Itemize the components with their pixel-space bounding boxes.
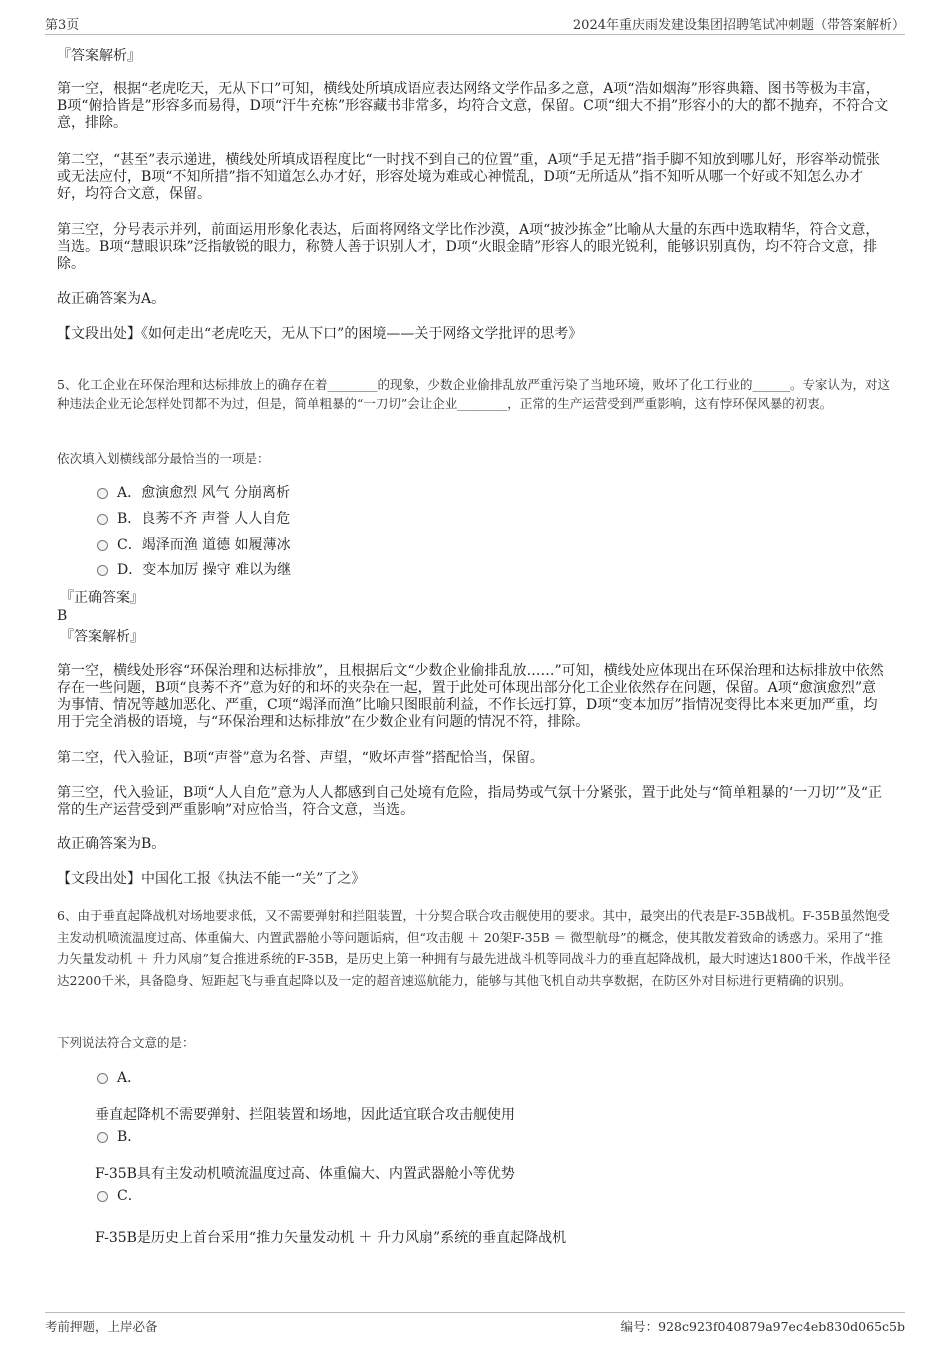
document-title: 2024年重庆雨发建设集团招聘笔试冲刺题（带答案解析） — [572, 18, 905, 33]
q4-analysis-p3: 第三空，分号表示并列，前面运用形象化表达，后面将网络文学比作沙漠，A项“披沙拣金”比喻从大量的东西中选取精华，符合文意，当选。B项“慧眼识珠”泛指敏锐的眼力，称赞人善于识别人才，D项“火眼金睛”形容人的眼光锐利，能够识别真伪，均不符合文意，排除。 — [57, 222, 880, 272]
q5-answer-label: 『正确答案』 — [60, 590, 144, 606]
page-number: 第3页 — [45, 18, 80, 33]
q5-question: 5、化工企业在环保治理和达标排放上的确存在着________的现象，少数企业偷排乱放严重污染了当地环境，败坏了化工行业的______。专家认为，对这种违法企业无论怎样处罚都不为过，但是，简单粗暴的“一刀切”会让企业________，正常的生产运营受到严重影响，这有悖环保风暴的初衷。 — [57, 377, 890, 411]
radio-button-icon[interactable] — [97, 1191, 108, 1202]
q6-option-c[interactable] — [97, 1187, 142, 1205]
q5-prompt: 依次填入划横线部分最恰当的一项是： — [57, 451, 270, 466]
q5-option-d[interactable] — [97, 561, 291, 579]
q6-option-a-text: 垂直起降机不需要弹射、拦阻装置和场地，因此适宜联合攻击舰使用 — [95, 1107, 515, 1123]
q5-conclusion: 故正确答案为B。 — [57, 836, 166, 852]
page-header — [45, 14, 905, 35]
q6-option-c-text: F-35B是历史上首台采用“推力矢量发动机 ＋ 升力风扇”系统的垂直起降战机 — [95, 1230, 567, 1246]
q4-analysis-p2: 第二空，“甚至”表示递进，横线处所填成语程度比“一时找不到自己的位置”重，A项“手足无措”指手脚不知放到哪儿好，形容举动慌张或无法应付，B项“不知所措”指不知道怎么办才好，形容处境为难或心神慌乱，D项“无所适从”指不知听从哪一个好或不知怎么办才好，均符合文意，保留。 — [57, 152, 881, 202]
radio-button-icon[interactable] — [97, 1132, 108, 1143]
footer-slogan: 考前押题，上岸必备 — [45, 1319, 158, 1334]
radio-button-icon[interactable] — [97, 565, 108, 576]
q5-answer: B — [57, 608, 68, 624]
q5-analysis-p3: 第三空，代入验证，B项“人人自危”意为人人都感到自己处境有危险，指局势或气氛十分紧张，置于此处与“简单粗暴的‘一刀切’”及“正常的生产运营受到严重影响”对应恰当，符合文意，当选。 — [57, 785, 882, 818]
q4-source: 【文段出处】《如何走出“老虎吃天，无从下口”的困境——关于网络文学批评的思考》 — [57, 326, 583, 342]
radio-button-icon[interactable] — [97, 514, 108, 525]
option-letter: A． — [117, 1070, 142, 1086]
option-label: D．变本加厉 操守 难以为继 — [117, 562, 292, 578]
q5-option-c[interactable] — [97, 536, 291, 554]
q5-analysis-p2: 第二空，代入验证，B项“声誉”意为名誉、声望，“败坏声誉”搭配恰当，保留。 — [57, 750, 544, 766]
q6-option-b-text: F-35B具有主发动机喷流温度过高、体重偏大、内置武器舱小等优势 — [95, 1166, 515, 1182]
radio-button-icon[interactable] — [97, 540, 108, 551]
document-id: 编号：928c923f040879a97ec4eb830d065c5b — [620, 1319, 905, 1334]
radio-button-icon[interactable] — [97, 1073, 108, 1084]
q6-option-b[interactable] — [97, 1128, 141, 1146]
q4-analysis-p1: 第一空，根据“老虎吃天，无从下口”可知，横线处所填成语应表达网络文学作品多之意，A项“浩如烟海”形容典籍、图书等极为丰富，B项“俯拾皆是”形容多而易得，D项“汗牛充栋”形容藏书非常多，均符合文意，保留。C项“细大不捐”形容小的大的都不抛弃，不符合文意，排除。 — [57, 81, 889, 131]
option-label: C．竭泽而渔 道德 如履薄冰 — [117, 537, 291, 553]
q4-analysis-label: 『答案解析』 — [57, 48, 141, 64]
option-label: B．良莠不齐 声誉 人人自危 — [117, 511, 291, 527]
q6-prompt: 下列说法符合文意的是： — [57, 1035, 195, 1050]
option-letter: C． — [117, 1188, 142, 1204]
q5-option-b[interactable] — [97, 510, 290, 528]
q6-question: 6、由于垂直起降战机对场地要求低，又不需要弹射和拦阻装置，十分契合联合攻击舰使用的要求。其中，最突出的代表是F-35B战机。F-35B虽然饱受主发动机喷流温度过高、体重偏大、内置武器舱小等问题诟病，但“攻击舰 ＋ 20架F-35B ＝ 微型航母”的概念，使其散发着致命的诱惑力。采用了“推力矢量发动机 ＋ 升力风扇”复合推进系统的F-35B，是历史上第一种拥有与最先进战斗机等同战斗力的垂直起降战机，最大时速达1800千米，作战半径达2200千米，具备隐身、短距起飞与垂直起降以及一定的超音速巡航能力，能够与其他飞机自动共享数据，在防区外对目标进行更精确的识别。 — [57, 908, 891, 988]
radio-button-icon[interactable] — [97, 488, 108, 499]
page-footer — [45, 1312, 905, 1338]
q5-analysis-p1: 第一空，横线处形容“环保治理和达标排放”，且根据后文“少数企业偷排乱放……”可知，横线处应体现出在环保治理和达标排放中依然存在一些问题，B项“良莠不齐”意为好的和坏的夹杂在一起，置于此处可体现出部分化工企业依然存在问题，保留。A项“愈演愈烈”意为事情、情况等越加恶化、严重，C项“竭泽而渔”比喻只图眼前利益，不作长远打算，D项“变本加厉”指情况变得比本来更加严重，均用于完全消极的语境，与“环保治理和达标排放”在少数企业有问题的情况不符，排除。 — [57, 663, 884, 730]
q5-option-a[interactable] — [97, 484, 290, 502]
option-letter: B． — [117, 1129, 142, 1145]
q6-option-a[interactable] — [97, 1069, 141, 1087]
q5-analysis-label: 『答案解析』 — [60, 629, 144, 645]
q5-source: 【文段出处】中国化工报《执法不能一“关”了之》 — [57, 871, 366, 887]
option-label: A．愈演愈烈 风气 分崩离析 — [117, 485, 291, 501]
q4-conclusion: 故正确答案为A。 — [57, 291, 166, 307]
